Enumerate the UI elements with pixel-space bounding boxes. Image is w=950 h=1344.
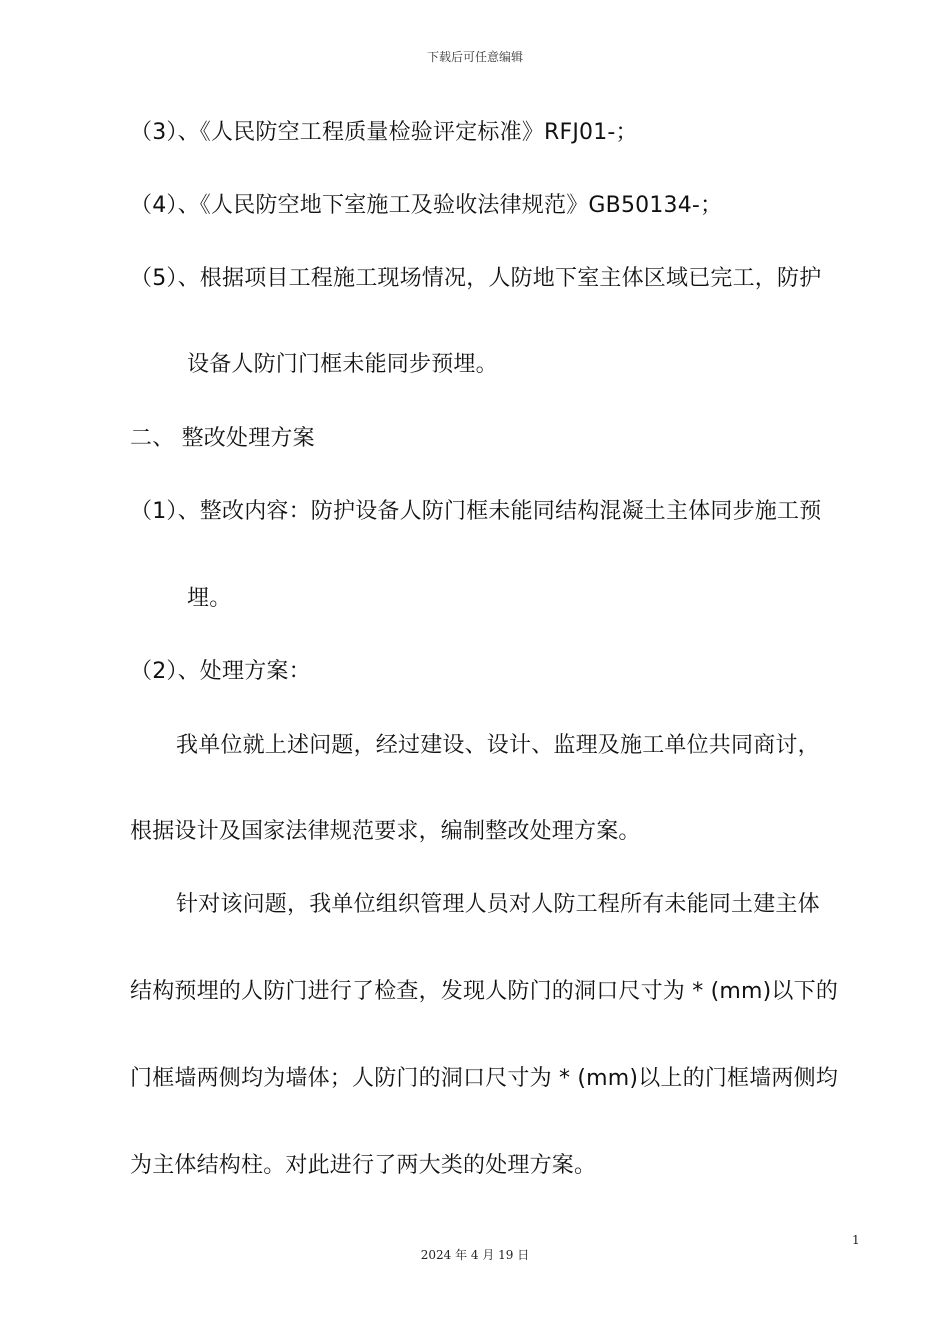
paragraph-line-5: （1）、整改内容：防护设备人防门框未能同结构混凝土主体同步施工预 [130, 499, 822, 524]
paragraph-line-9: 根据设计及国家法律规范要求，编制整改处理方案。 [130, 819, 641, 844]
paragraph-line-3: （5）、根据项目工程施工现场情况，人防地下室主体区域已完工，防护 [130, 266, 822, 291]
paragraph-line-11: 结构预埋的人防门进行了检查，发现人防门的洞口尺寸为 * (mm)以下的 [130, 979, 839, 1004]
paragraph-line-7: （2）、处理方案： [130, 659, 311, 684]
page-number: 1 [852, 1233, 860, 1247]
paragraph-line-1: （3）、《人民防空工程质量检验评定标准》RFJ01-； [130, 120, 638, 145]
section-heading: 二、 整改处理方案 [130, 426, 315, 451]
paragraph-line-4: 设备人防门门框未能同步预埋。 [187, 352, 498, 377]
paragraph-line-12: 门框墙两侧均为墙体；人防门的洞口尺寸为 * (mm)以上的门框墙两侧均 [130, 1066, 839, 1091]
paragraph-line-8: 我单位就上述问题，经过建设、设计、监理及施工单位共同商讨， [176, 733, 820, 758]
paragraph-line-2: （4）、《人民防空地下室施工及验收法律规范》GB50134-； [130, 193, 723, 218]
paragraph-line-10: 针对该问题，我单位组织管理人员对人防工程所有未能同土建主体 [176, 892, 820, 917]
paragraph-line-6: 埋。 [187, 586, 232, 611]
paragraph-line-13: 为主体结构柱。对此进行了两大类的处理方案。 [130, 1153, 597, 1178]
footer-date: 2024 年 4 月 19 日 [420, 1248, 530, 1262]
page-header: 下载后可任意编辑 [426, 50, 523, 64]
